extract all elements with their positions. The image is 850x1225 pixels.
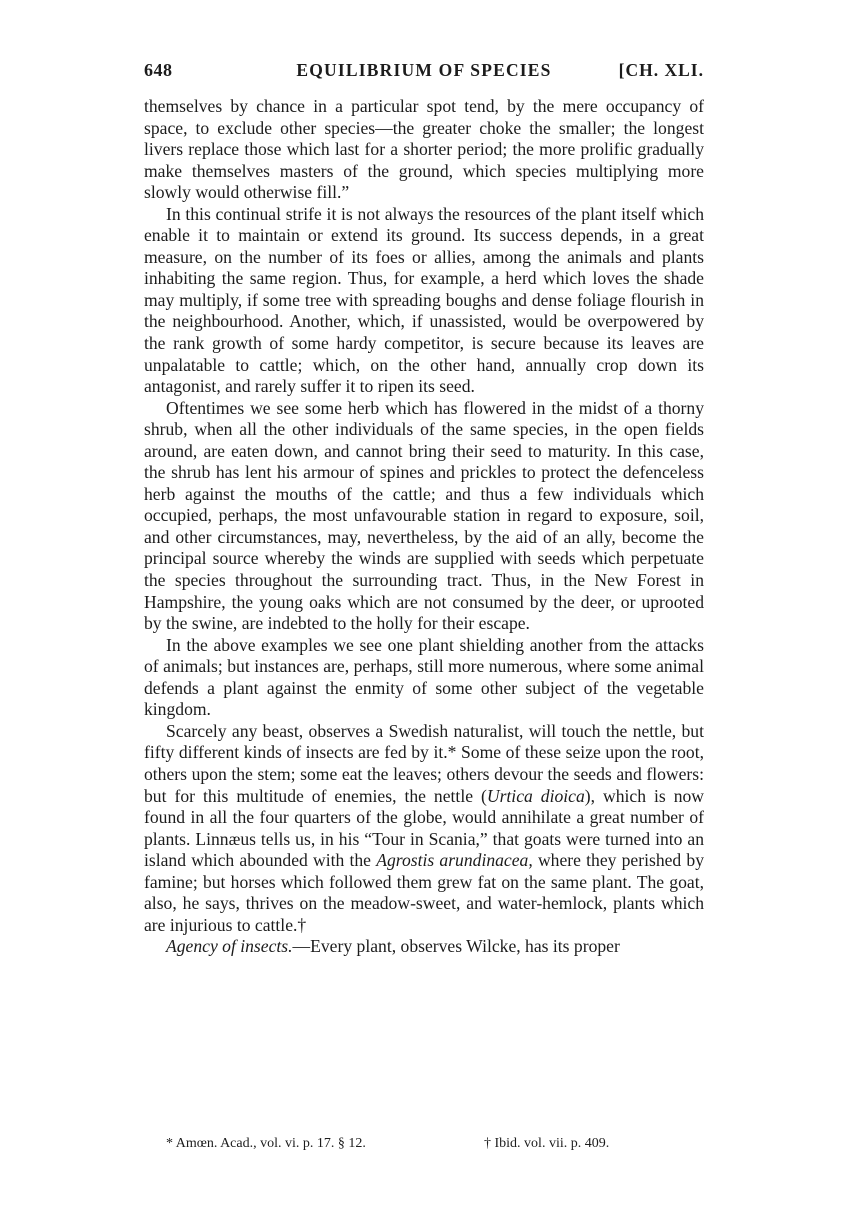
- text-run: In the above examples we see one plant shielding another from the attacks of animals; but instances are, perhaps, still more numerous, where some animal defends a plant against the enmity of some other subject of the vegetable kingdom.: [144, 634, 704, 720]
- paragraph-continuation: [144, 96, 704, 204]
- text-run: Scarcely any beast, observes a Swedish naturalist, will touch the nettle, but fifty different kinds of insects are fed by it.* Some of these seize upon the root, others upon the stem; some eat the leaves; others devour the seeds and flowers: but for this multitude of enemies, the nettle (: [144, 720, 704, 806]
- book-page: [144, 56, 704, 958]
- italic-text: Urtica dioica: [486, 785, 585, 806]
- paragraph-strife: [144, 204, 704, 398]
- footnotes: [166, 1136, 656, 1160]
- paragraph-agency-of-insects: [144, 936, 704, 958]
- text-run: Oftentimes we see some herb which has flowered in the midst of a thorny shrub, when all the other individuals of the same species, in the open fields around, are eaten down, and cannot bring their seed to maturity. In this case, the shrub has lent his armour of spines and prickles to protect the defenceless herb against the mouths of the cattle; and thus a few individuals which occupied, perhaps, the most unfavourable station in regard to exposure, soil, and other circumstances, may, nevertheless, by the aid of an ally, become the principal source whereby the winds are supplied with seeds which perpetuate the species throughout the surrounding tract. Thus, in the New Forest in Hampshire, the young oaks which are not consumed by the deer, or uprooted by the swine, are indebted to the holly for their escape.: [144, 397, 704, 634]
- text-run: In this continual strife it is not always the resources of the plant itself which enable it to maintain or extend its ground. Its success depends, in a great measure, on the number of its foes or allies, among the animals and plants inhabiting the same region. Thus, for example, a herd which loves the shade may multiply, if some tree with spreading boughs and dense foliage flourish in the neighbourhood. Another, which, if unassisted, would be overpowered by the rank growth of some hardy competitor, is secure because its leaves are unpalatable to cattle; which, on the other hand, annually crop down its antagonist, and rarely suffer it to ripen its seed.: [144, 203, 704, 397]
- running-title: EQUILIBRIUM OF SPECIES: [296, 60, 552, 80]
- italic-text: Agency of insects.: [166, 936, 293, 957]
- text-run: ), which is now found in all the four quarters of the globe, would annihilate a great number of plants. Linnæus tells us, in his “Tour in Scania,” that goats were turned into an island which abounded with the: [144, 785, 705, 871]
- text-run: —Every plant, observes Wilcke, has its proper: [292, 936, 620, 957]
- text-run: themselves by chance in a particular spot tend, by the mere occupancy of space, to exclude other species—the greater choke the smaller; the longest livers replace those which last for a shorter period; the more prolific gradually make themselves masters of the ground, which species multiplying more slowly would otherwise fill.”: [144, 96, 704, 203]
- text-run: where they perished by famine; but horses which followed them grew fat on the same plant. The goat, also, he says, thrives on the meadow-sweet, and water-hemlock, plants which are injurious to cattle.†: [144, 850, 705, 935]
- body-text: [144, 96, 704, 958]
- italic-text: Agrostis arundinacea,: [376, 850, 533, 871]
- footnote-amoen: * Amœn. Acad., vol. vi. p. 17. § 12.: [166, 1136, 366, 1151]
- footnote-ibid: † Ibid. vol. vii. p. 409.: [484, 1136, 610, 1151]
- page-number: 648: [144, 60, 173, 80]
- paragraph-animal-defence: [144, 635, 704, 721]
- running-head: [144, 56, 704, 86]
- paragraph-thorny-shrub: [144, 398, 704, 635]
- chapter-marker: [CH. XLI.: [618, 60, 704, 80]
- paragraph-nettle: [144, 721, 704, 936]
